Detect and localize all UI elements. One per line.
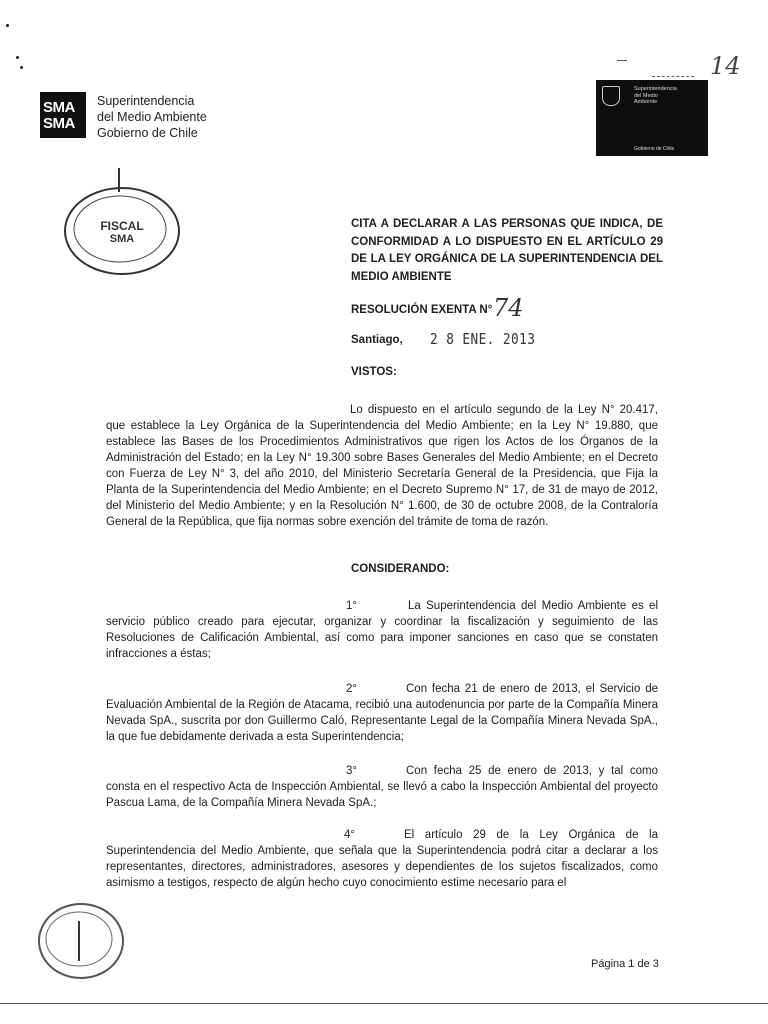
resolution-number: 74 <box>493 294 524 322</box>
scan-speck <box>6 24 9 27</box>
considerando-item <box>106 598 658 662</box>
page-indicator: Página 1 de 3 <box>591 958 659 970</box>
org-line: Gobierno de Chile <box>97 126 198 140</box>
sma-logo <box>40 92 86 138</box>
handwritten-page-number: 14 <box>710 52 741 80</box>
considerando-item <box>106 763 658 811</box>
fiscalia-stamp <box>38 903 124 979</box>
seal-line: Superintendencia <box>634 86 677 92</box>
seal-line: Ambiente <box>634 99 658 105</box>
resolution-label: RESOLUCIÓN EXENTA N° <box>351 304 493 316</box>
item-text: Con fecha 21 de enero de 2013, el Servicio de Evaluación Ambiental de la Región de Atacama, recibió una autodenuncia por parte de la Compañía Minera Nevada SpA., suscrita por don Guillermo Caló, Representante Legal de la Compañía Minera Nevada SpA., la que fue debidamente derivada a esta Superintendencia; <box>106 683 658 743</box>
stamp-center-line: SMA <box>109 233 135 245</box>
considerando-heading: CONSIDERANDO: <box>351 563 450 575</box>
date-stamp: 2 8 ENE. 2013 <box>430 330 536 348</box>
vistos-text: Lo dispuesto en el artículo segundo de la Ley N° 20.417, que establece la Ley Orgánica de la Superintendencia del Medio Ambiente; en la Ley N° 19.880, que establece las Bases de los Procedimientos Administrativos que rigen los Actos de los Órganos de la Administración del Estado; en la Ley N° 19.300 sobre Bases Generales del Medio Ambiente; en el Decreto con Fuerza de Ley N° 3, del año 2010, del Ministerio Secretaría General de la Presidencia, que Fija la Planta de la Superintendencia del Medio Ambiente; en el Decreto Supremo N° 17, de 31 de mayo de 2012, del Ministerio del Medio Ambiente; y en la Resolución N° 1.600, de 30 de octubre 2008, de la Contraloría General de la República, que fija normas sobre exención del trámite de toma de razón. <box>106 404 658 528</box>
org-line: del Medio Ambiente <box>97 110 207 124</box>
government-seal-box <box>596 80 708 156</box>
stamp-signature-stroke <box>118 168 120 192</box>
logo-mark-line: SMA <box>43 99 75 116</box>
item-number: 2° <box>346 683 357 695</box>
item-text: Con fecha 25 de enero de 2013, y tal como consta en el respectivo Acta de Inspección Ambiental, se llevó a cabo la Inspección Ambiental del proyecto Pascua Lama, de la Compañía Minera Nevada SpA.; <box>106 765 658 809</box>
org-name <box>97 93 207 141</box>
dash-marks <box>652 76 694 78</box>
stamp-ring <box>38 903 120 975</box>
seal-footer: Gobierno de Chile <box>634 146 675 152</box>
stamp-center-line: FISCAL <box>100 219 144 233</box>
item-text: La Superintendencia del Medio Ambiente es el servicio público creado para ejecutar, organizar y coordinar la fiscalización y seguimiento de las Resoluciones de Calificación Ambiental, así como para imponer sanciones en caso que se constaten infracciones a éstas; <box>106 600 658 660</box>
item-number: 1° <box>346 600 357 612</box>
item-number: 4° <box>344 829 355 841</box>
considerando-item <box>106 827 658 891</box>
vistos-heading: VISTOS: <box>351 366 397 378</box>
org-line: Superintendencia <box>97 94 195 108</box>
fiscal-stamp <box>64 187 180 275</box>
scan-speck <box>16 56 19 59</box>
item-number: 3° <box>346 765 357 777</box>
seal-line: del Medio <box>634 92 658 99</box>
logo-mark-line: SMA <box>43 115 75 132</box>
seal-text <box>634 86 704 106</box>
scan-speck <box>20 66 23 69</box>
footer-divider <box>0 1003 768 1004</box>
shield-icon <box>602 86 620 106</box>
vistos-paragraph <box>106 402 658 530</box>
item-text: El artículo 29 de la Ley Orgánica de la Superintendencia del Medio Ambiente, que señala que la Superintendencia podrá citar a declarar a los representantes, directores, administradores, asesores y dependientes de los sujetos fiscalizados, como asimismo a testigos, respecto de algún hecho cuyo conocimiento estime necesario para el <box>106 829 658 889</box>
resolution-title: CITA A DECLARAR A LAS PERSONAS QUE INDICA, DE CONFORMIDAD A LO DISPUESTO EN EL ARTÍCULO 29 DE LA LEY ORGÁNICA DE LA SUPERINTENDENCIA DEL MEDIO AMBIENTE <box>351 218 663 283</box>
city-label: Santiago, <box>351 334 403 346</box>
handwritten-mark <box>617 56 627 61</box>
considerando-item <box>106 681 658 745</box>
